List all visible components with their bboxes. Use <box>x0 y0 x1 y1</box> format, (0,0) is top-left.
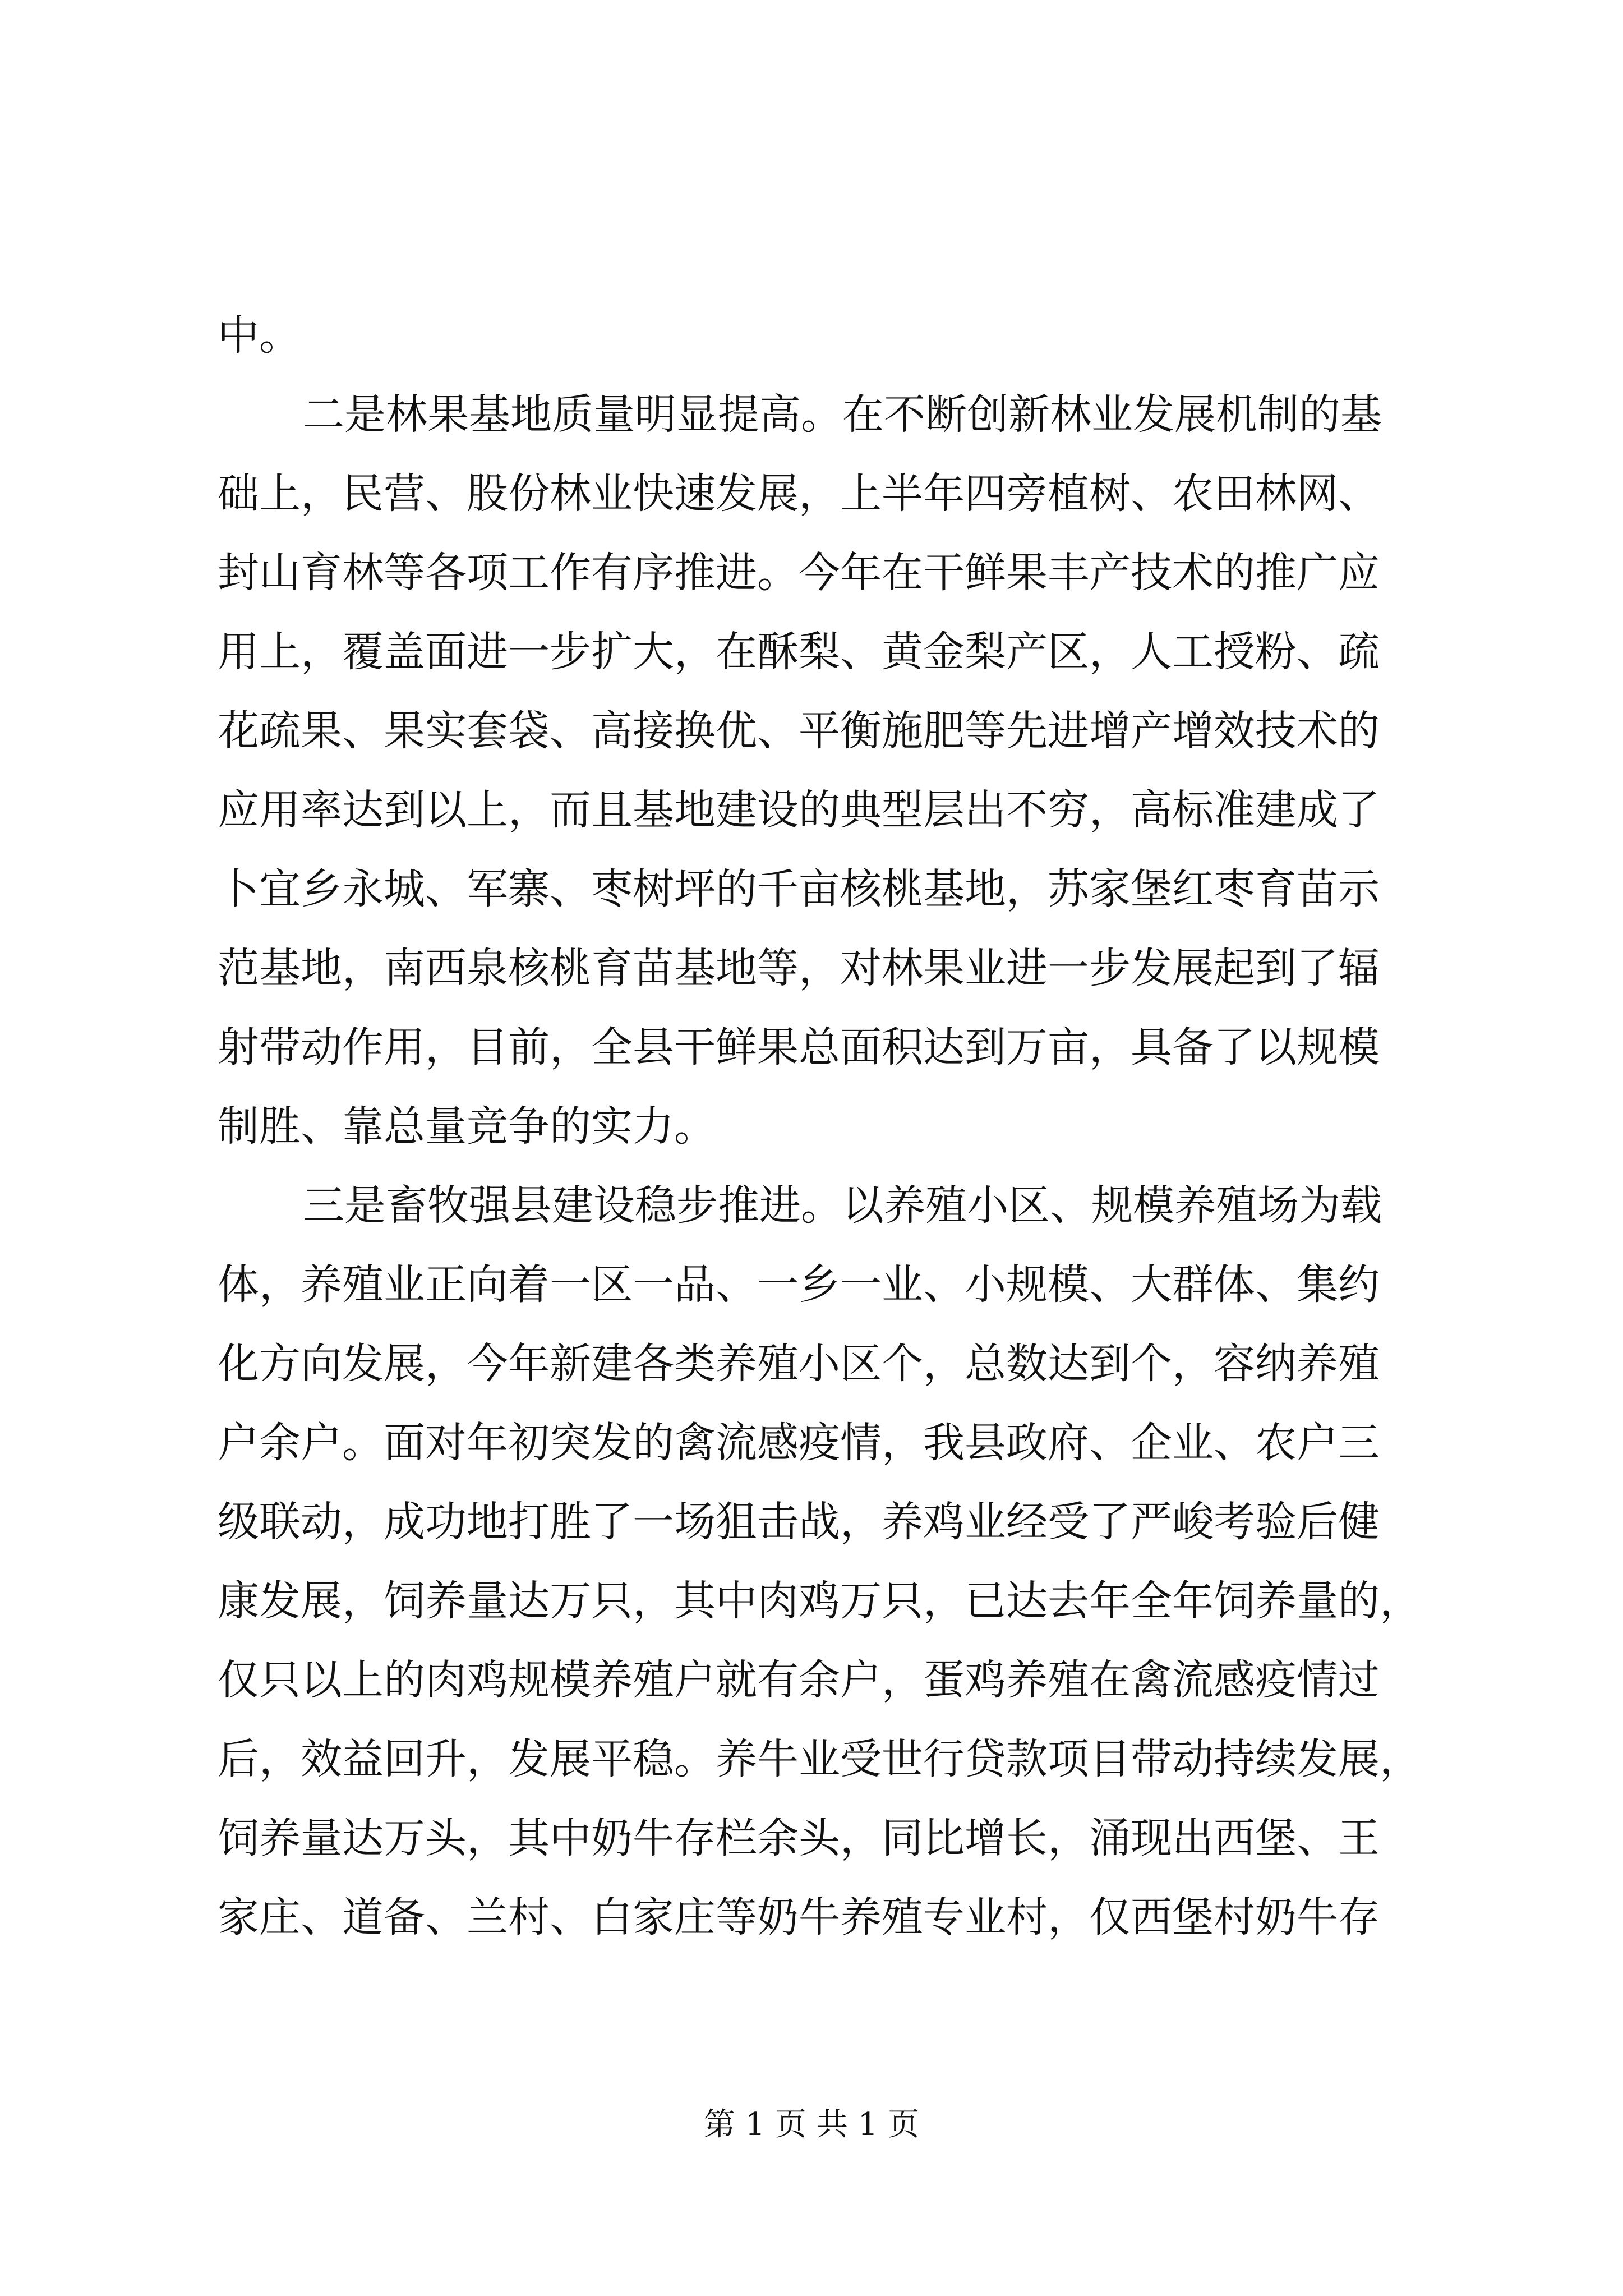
text-line: 应用率达到以上，而且基地建设的典型层出不穷，高标准建成了 <box>218 786 1380 834</box>
text-line: 后，效益回升，发展平稳。养牛业受世行贷款项目带动持续发展， <box>218 1735 1421 1783</box>
text-line: 封山育林等各项工作有序推进。今年在干鲜果丰产技术的推广应 <box>218 549 1380 597</box>
text-line: 中。 <box>218 311 301 360</box>
text-line: 射带动作用，目前，全县干鲜果总面积达到万亩，具备了以规模 <box>218 1023 1380 1071</box>
text-line: 户余户。面对年初突发的禽流感疫情，我县政府、企业、农户三 <box>218 1419 1380 1467</box>
text-line: 体，养殖业正向着一区一品、一乡一业、小规模、大群体、集约 <box>218 1260 1380 1309</box>
text-line: 用上，覆盖面进一步扩大，在酥梨、黄金梨产区，人工授粉、疏 <box>218 628 1380 676</box>
paragraph-start-line: 三是畜牧强县建设稳步推进。以养殖小区、规模养殖场为载 <box>303 1181 1382 1230</box>
text-line: 饲养量达万头，其中奶牛存栏余头，同比增长，涌现出西堡、王 <box>218 1814 1380 1862</box>
text-line: 花疏果、果实套袋、高接换优、平衡施肥等先进增产增效技术的 <box>218 707 1380 755</box>
text-line: 康发展，饲养量达万只，其中肉鸡万只，已达去年全年饲养量的， <box>218 1577 1421 1625</box>
text-line: 级联动，成功地打胜了一场狙击战，养鸡业经受了严峻考验后健 <box>218 1498 1380 1546</box>
text-line: 础上，民营、股份林业快速发展，上半年四旁植树、农田林网、 <box>218 470 1380 518</box>
text-line: 化方向发展，今年新建各类养殖小区个，总数达到个，容纳养殖 <box>218 1340 1380 1388</box>
paragraph-start-line: 二是林果基地质量明显提高。在不断创新林业发展机制的基 <box>303 390 1382 439</box>
text-line: 家庄、道备、兰村、白家庄等奶牛养殖专业村，仅西堡村奶牛存 <box>218 1893 1380 1941</box>
body-text <box>218 296 1421 1957</box>
text-line: 制胜、靠总量竞争的实力。 <box>218 1102 716 1151</box>
text-line: 卜宜乡永城、军寨、枣树坪的千亩核桃基地，苏家堡红枣育苗示 <box>218 865 1380 913</box>
text-line: 范基地，南西泉核桃育苗基地等，对林果业进一步发展起到了辐 <box>218 944 1380 992</box>
text-line: 仅只以上的肉鸡规模养殖户就有余户，蛋鸡养殖在禽流感疫情过 <box>218 1656 1380 1704</box>
page-footer: 第 1 页 共 1 页 <box>703 2106 920 2143</box>
